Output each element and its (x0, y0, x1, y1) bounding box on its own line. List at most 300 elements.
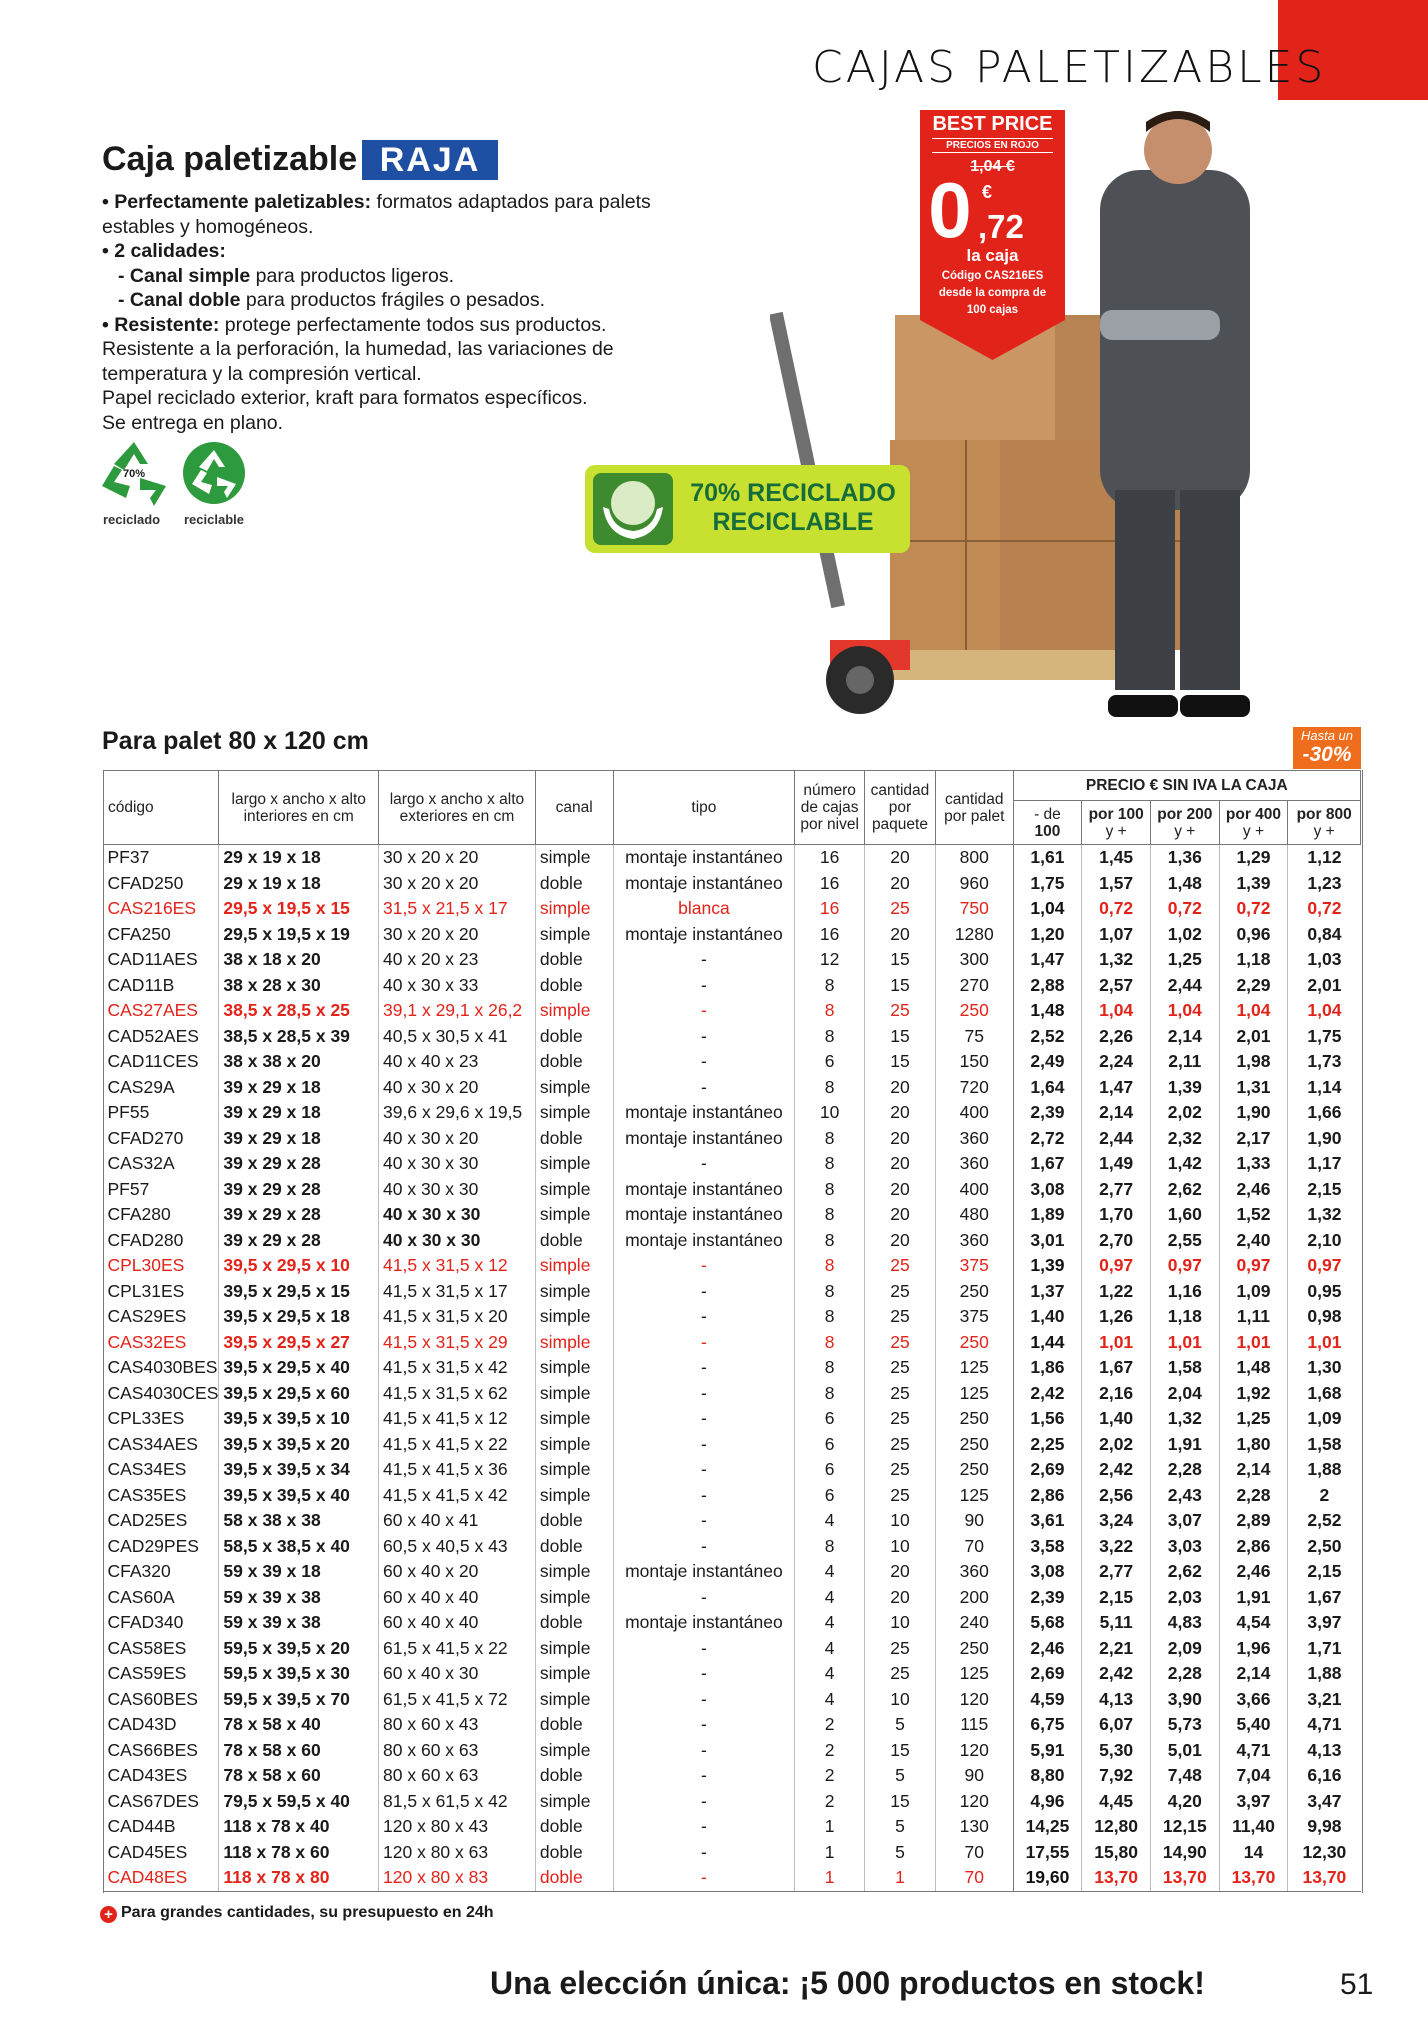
table-cell: simple (535, 1636, 613, 1662)
table-cell: 8 (795, 1126, 865, 1152)
table-cell: 81,5 x 61,5 x 42 (379, 1789, 536, 1815)
table-cell: 16 (795, 896, 865, 922)
table-cell: 20 (865, 1559, 936, 1585)
table-cell: CAD52AES (107, 1025, 199, 1046)
table-cell: 6 (795, 1049, 865, 1075)
table-cell: montaje instantáneo (613, 1228, 795, 1254)
table-cell: 20 (865, 871, 936, 897)
table-cell: 30 x 20 x 20 (379, 922, 536, 948)
table-cell: 29 x 19 x 18 (219, 871, 379, 897)
table-cell: 25 (865, 1636, 936, 1662)
table-cell: 1,29 (1219, 845, 1288, 871)
table-cell: 0,98 (1288, 1304, 1361, 1330)
table-cell: 59,5 x 39,5 x 70 (219, 1687, 379, 1713)
table-cell: 1 (865, 1865, 936, 1891)
table-cell: CAS34AES (107, 1433, 198, 1454)
eco-banner-line2: RECICLABLE (712, 508, 874, 536)
table-cell: CFAD280 (107, 1229, 184, 1250)
feature-item: - Canal doble para productos frágiles o pesados. (118, 289, 546, 311)
table-cell: 1,09 (1288, 1406, 1361, 1432)
table-cell: montaje instantáneo (613, 922, 795, 948)
table-cell: 29,5 x 19,5 x 15 (219, 896, 379, 922)
table-row (104, 1738, 1361, 1764)
table-cell: 20 (865, 1202, 936, 1228)
table-cell: 360 (935, 1126, 1013, 1152)
table-cell: 8 (795, 1024, 865, 1050)
table-row (104, 1024, 1361, 1050)
table-cell: 40 x 30 x 20 (379, 1126, 536, 1152)
table-cell: 40 x 30 x 30 (379, 1177, 536, 1203)
table-cell: 11,40 (1219, 1814, 1288, 1840)
table-cell: - (613, 1789, 795, 1815)
table-cell: 400 (935, 1100, 1013, 1126)
table-cell: 38 x 18 x 20 (219, 947, 379, 973)
footer-note: + Para grandes cantidades, su presupuesto en 24h (100, 1904, 494, 1923)
table-cell: doble (535, 1024, 613, 1050)
table-row (104, 1687, 1361, 1713)
table-cell: 3,21 (1288, 1687, 1361, 1713)
table-cell: 38 x 28 x 30 (219, 973, 379, 999)
table-cell: 1,14 (1288, 1075, 1361, 1101)
table-cell: CAD25ES (107, 1510, 188, 1530)
table-cell: 2,15 (1288, 1559, 1361, 1585)
table-cell: 60 x 40 x 20 (379, 1559, 536, 1585)
feature-item: • Perfectamente paletizables: formatos adaptados para palets estables y homogéneos. (102, 191, 651, 238)
table-cell: 2,04 (1150, 1381, 1219, 1407)
table-cell: simple (535, 1585, 613, 1611)
table-cell: 1,44 (1013, 1330, 1082, 1356)
table-cell: 20 (865, 1100, 936, 1126)
table-cell: 2,17 (1219, 1126, 1288, 1152)
recycled-label: reciclado (103, 512, 161, 527)
table-cell: 1,96 (1219, 1636, 1288, 1662)
table-cell: 15 (865, 1024, 936, 1050)
table-cell: - (613, 1355, 795, 1381)
table-cell: 2,10 (1288, 1228, 1361, 1254)
table-cell: - (613, 1330, 795, 1356)
table-cell: simple (535, 1304, 613, 1330)
table-cell: 4 (795, 1610, 865, 1636)
table-cell: 1 (795, 1840, 865, 1866)
eco-banner-line1: 70% RECICLADO (690, 479, 896, 507)
table-cell: 2 (795, 1738, 865, 1764)
table-cell: 19,60 (1013, 1865, 1082, 1891)
table-cell: 2,39 (1013, 1100, 1082, 1126)
table-cell: 250 (935, 1457, 1013, 1483)
table-cell: 12 (795, 947, 865, 973)
table-cell: 720 (935, 1075, 1013, 1101)
table-cell: 41,5 x 41,5 x 12 (379, 1406, 536, 1432)
table-cell: 1,20 (1013, 922, 1082, 948)
table-cell: 38,5 x 28,5 x 39 (219, 1024, 379, 1050)
price-decimal: ,72 (978, 208, 1024, 245)
table-cell: - (613, 1151, 795, 1177)
table-cell: 80 x 60 x 63 (379, 1738, 536, 1764)
table-cell: 16 (795, 922, 865, 948)
table-cell: 1,90 (1288, 1126, 1361, 1152)
table-cell: 0,97 (1082, 1253, 1151, 1279)
table-cell: 1,17 (1288, 1151, 1361, 1177)
table-cell: 2,69 (1013, 1457, 1082, 1483)
table-cell: 16 (795, 871, 865, 897)
table-cell: 120 (935, 1738, 1013, 1764)
table-cell: 2,24 (1082, 1049, 1151, 1075)
table-cell: doble (535, 1049, 613, 1075)
table-cell: 4 (795, 1661, 865, 1687)
table-cell: 2,42 (1013, 1381, 1082, 1407)
table-cell: 120 (935, 1789, 1013, 1815)
table-cell: montaje instantáneo (613, 1610, 795, 1636)
table-cell: 1,01 (1082, 1330, 1151, 1356)
table-cell: CAS216ES (107, 898, 197, 918)
table-row (104, 1432, 1361, 1458)
price-integer: 0 (928, 166, 972, 254)
table-cell: 13,70 (1219, 1865, 1288, 1891)
table-cell: 120 (935, 1687, 1013, 1713)
table-cell: 2,14 (1150, 1024, 1219, 1050)
table-cell: - (613, 1661, 795, 1687)
table-cell: 40 x 20 x 23 (379, 947, 536, 973)
table-cell: 59 x 39 x 38 (219, 1585, 379, 1611)
table-cell: simple (535, 1432, 613, 1458)
table-cell: CAD11B (107, 974, 175, 995)
table-cell: 1,61 (1013, 845, 1082, 871)
table-row (104, 1865, 1361, 1891)
table-cell: simple (535, 896, 613, 922)
table-cell: CFAD270 (107, 1127, 184, 1148)
table-cell: 39,6 x 29,6 x 19,5 (379, 1100, 536, 1126)
feature-list (102, 190, 662, 435)
table-cell: 250 (935, 1406, 1013, 1432)
table-cell: 8 (795, 1177, 865, 1203)
table-cell: 4,71 (1288, 1712, 1361, 1738)
table-cell: 1,91 (1150, 1432, 1219, 1458)
table-cell: 1,98 (1219, 1049, 1288, 1075)
table-cell: doble (535, 1712, 613, 1738)
table-cell: 0,72 (1082, 896, 1151, 922)
table-cell: 60 x 40 x 30 (379, 1661, 536, 1687)
section-title: CAJAS PALETIZABLES (812, 42, 1327, 93)
table-cell: - (613, 1049, 795, 1075)
table-row (104, 1610, 1361, 1636)
table-cell: 1,16 (1150, 1279, 1219, 1305)
table-cell: 250 (935, 1636, 1013, 1662)
table-cell: 59 x 39 x 18 (219, 1559, 379, 1585)
table-cell: 2 (795, 1789, 865, 1815)
table-cell: simple (535, 1330, 613, 1356)
table-cell: 38 x 38 x 20 (219, 1049, 379, 1075)
table-cell: 2,62 (1150, 1559, 1219, 1585)
table-cell: 8 (795, 973, 865, 999)
col-header-price-tier: por 100 y + (1082, 801, 1151, 845)
table-cell: 0,84 (1288, 922, 1361, 948)
table-cell: doble (535, 1763, 613, 1789)
table-cell: 2,46 (1013, 1636, 1082, 1662)
table-cell: 25 (865, 1457, 936, 1483)
table-cell: - (613, 1075, 795, 1101)
table-cell: 1,52 (1219, 1202, 1288, 1228)
table-cell: 5 (865, 1763, 936, 1789)
table-cell: 2,86 (1013, 1483, 1082, 1509)
table-row (104, 1381, 1361, 1407)
table-cell: 9,98 (1288, 1814, 1361, 1840)
table-cell: 12,15 (1150, 1814, 1219, 1840)
table-cell: 58 x 38 x 38 (219, 1508, 379, 1534)
table-row (104, 1534, 1361, 1560)
table-cell: 1,39 (1219, 871, 1288, 897)
table-cell: simple (535, 1738, 613, 1764)
table-cell: CPL33ES (107, 1408, 185, 1428)
table-cell: 41,5 x 41,5 x 42 (379, 1483, 536, 1509)
table-cell: 1,36 (1150, 845, 1219, 871)
table-cell: 125 (935, 1355, 1013, 1381)
table-cell: 8 (795, 1202, 865, 1228)
table-cell: 1,71 (1288, 1636, 1361, 1662)
table-row (104, 1814, 1361, 1840)
table-cell: 12,30 (1288, 1840, 1361, 1866)
table-cell: 10 (865, 1508, 936, 1534)
table-cell: doble (535, 973, 613, 999)
table-row (104, 1304, 1361, 1330)
table-cell: 15 (865, 973, 936, 999)
table-cell: 10 (865, 1534, 936, 1560)
table-cell: 6,07 (1082, 1712, 1151, 1738)
table-cell: 2,56 (1082, 1483, 1151, 1509)
table-cell: blanca (613, 896, 795, 922)
table-row (104, 1457, 1361, 1483)
table-cell: 1,09 (1219, 1279, 1288, 1305)
col-header-tipo: tipo (613, 771, 795, 845)
plus-circle-icon: + (100, 1906, 117, 1923)
table-cell: - (613, 1508, 795, 1534)
table-cell: 8 (795, 1279, 865, 1305)
table-cell: 1,48 (1219, 1355, 1288, 1381)
table-cell: 1,40 (1082, 1406, 1151, 1432)
table-cell: 1,80 (1219, 1432, 1288, 1458)
col-header-exterior: largo x ancho x alto exteriores en cm (379, 771, 536, 845)
table-cell: 300 (935, 947, 1013, 973)
table-cell: PF37 (107, 847, 150, 867)
table-cell: 0,72 (1288, 896, 1361, 922)
table-cell: 2,89 (1219, 1508, 1288, 1534)
table-cell: 6 (795, 1483, 865, 1509)
table-cell: 2,42 (1082, 1457, 1151, 1483)
table-cell: 2,28 (1150, 1661, 1219, 1687)
table-row (104, 1483, 1361, 1509)
table-cell: doble (535, 1840, 613, 1866)
table-cell: 120 x 80 x 43 (379, 1814, 536, 1840)
table-cell: 2,01 (1219, 1024, 1288, 1050)
table-cell: 40 x 30 x 20 (379, 1075, 536, 1101)
table-cell: 40 x 40 x 23 (379, 1049, 536, 1075)
table-cell: 8 (795, 1304, 865, 1330)
table-cell: 1,04 (1013, 896, 1082, 922)
table-cell: 40,5 x 30,5 x 41 (379, 1024, 536, 1050)
table-cell: 1,07 (1082, 922, 1151, 948)
table-row (104, 1840, 1361, 1866)
table-cell: 2,52 (1288, 1508, 1361, 1534)
old-price: 1,04 € (970, 158, 1015, 175)
col-header-precio: PRECIO € SIN IVA LA CAJA (1013, 771, 1360, 801)
table-cell: 2,77 (1082, 1559, 1151, 1585)
table-cell: 5,01 (1150, 1738, 1219, 1764)
table-cell: 1 (795, 1814, 865, 1840)
table-cell: 1,25 (1219, 1406, 1288, 1432)
feature-item: • 2 calidades: (102, 240, 226, 262)
table-cell: 25 (865, 896, 936, 922)
table-cell: 80 x 60 x 63 (379, 1763, 536, 1789)
table-cell: 5 (865, 1712, 936, 1738)
table-cell: 79,5 x 59,5 x 40 (219, 1789, 379, 1815)
table-cell: - (613, 947, 795, 973)
table-cell: 2,02 (1082, 1432, 1151, 1458)
table-cell: 59,5 x 39,5 x 20 (219, 1636, 379, 1662)
table-row (104, 1126, 1361, 1152)
table-cell: 2,50 (1288, 1534, 1361, 1560)
table-cell: 12,80 (1082, 1814, 1151, 1840)
table-cell: simple (535, 845, 613, 871)
table-cell: 960 (935, 871, 1013, 897)
table-cell: 1,01 (1150, 1330, 1219, 1356)
table-cell: simple (535, 1406, 613, 1432)
table-cell: 4 (795, 1687, 865, 1713)
table-cell: 31,5 x 21,5 x 17 (379, 896, 536, 922)
table-cell: 8 (795, 1253, 865, 1279)
table-cell: 375 (935, 1304, 1013, 1330)
table-cell: 61,5 x 41,5 x 72 (379, 1687, 536, 1713)
table-cell: 3,08 (1013, 1177, 1082, 1203)
table-cell: 20 (865, 1228, 936, 1254)
table-cell: 1,11 (1219, 1304, 1288, 1330)
table-cell: 8 (795, 1075, 865, 1101)
table-cell: 60 x 40 x 40 (379, 1585, 536, 1611)
table-cell: CAS4030BES (107, 1357, 218, 1377)
table-cell: 6 (795, 1457, 865, 1483)
table-cell: 1,91 (1219, 1585, 1288, 1611)
table-cell: 39 x 29 x 18 (219, 1100, 379, 1126)
table-cell: 1,88 (1288, 1661, 1361, 1687)
table-cell: 13,70 (1150, 1865, 1219, 1891)
table-cell: doble (535, 1126, 613, 1152)
price-unit: la caja (966, 246, 1019, 265)
table-cell: 1,47 (1082, 1075, 1151, 1101)
table-cell: 2,39 (1013, 1585, 1082, 1611)
table-cell: 115 (935, 1712, 1013, 1738)
table-cell: 360 (935, 1151, 1013, 1177)
table-cell: - (613, 1406, 795, 1432)
table-cell: 58,5 x 38,5 x 40 (219, 1534, 379, 1560)
table-cell: 1,64 (1013, 1075, 1082, 1101)
table-cell: 4,54 (1219, 1610, 1288, 1636)
table-cell: 4,13 (1082, 1687, 1151, 1713)
table-cell: 1,56 (1013, 1406, 1082, 1432)
table-row (104, 1508, 1361, 1534)
table-cell: 1,45 (1082, 845, 1151, 871)
recyclable-label: reciclable (184, 512, 244, 527)
table-cell: - (613, 1381, 795, 1407)
table-cell: 1,12 (1288, 845, 1361, 871)
table-cell: 80 x 60 x 43 (379, 1712, 536, 1738)
table-cell: 0,97 (1219, 1253, 1288, 1279)
table-cell: CAD43D (107, 1714, 177, 1734)
table-cell: doble (535, 1228, 613, 1254)
table-cell: 30 x 20 x 20 (379, 871, 536, 897)
table-cell: simple (535, 1381, 613, 1407)
table-cell: 41,5 x 31,5 x 17 (379, 1279, 536, 1305)
table-row (104, 1406, 1361, 1432)
table-cell: 375 (935, 1253, 1013, 1279)
table-cell: 0,96 (1219, 922, 1288, 948)
table-cell: 1,04 (1288, 998, 1361, 1024)
table-cell: 1,23 (1288, 871, 1361, 897)
table-cell: 3,97 (1219, 1789, 1288, 1815)
table-cell: - (613, 1432, 795, 1458)
table-row (104, 1661, 1361, 1687)
feature-item: Papel reciclado exterior, kraft para formatos específicos. (102, 387, 588, 409)
table-cell: 1,39 (1150, 1075, 1219, 1101)
table-cell: 8,80 (1013, 1763, 1082, 1789)
table-cell: 3,47 (1288, 1789, 1361, 1815)
table-cell: 1,73 (1288, 1049, 1361, 1075)
table-cell: 13,70 (1082, 1865, 1151, 1891)
table-cell: 3,24 (1082, 1508, 1151, 1534)
table-row (104, 1253, 1361, 1279)
table-cell: PF57 (107, 1178, 150, 1199)
table-cell: 2,86 (1219, 1534, 1288, 1560)
table-cell: 2,14 (1219, 1457, 1288, 1483)
table-cell: - (613, 1253, 795, 1279)
table-cell: 25 (865, 1406, 936, 1432)
table-cell: 4 (795, 1636, 865, 1662)
table-cell: 29 x 19 x 18 (219, 845, 379, 871)
table-cell: 2,03 (1150, 1585, 1219, 1611)
table-cell: 39 x 29 x 28 (219, 1177, 379, 1203)
table-cell: 10 (865, 1610, 936, 1636)
table-cell: - (613, 1865, 795, 1891)
table-cell: 14 (1219, 1840, 1288, 1866)
col-header-palet: cantidad por palet (935, 771, 1013, 845)
table-row (104, 896, 1361, 922)
table-cell: 78 x 58 x 40 (219, 1712, 379, 1738)
table-cell: 1,40 (1013, 1304, 1082, 1330)
table-cell: 40 x 30 x 30 (379, 1202, 536, 1228)
table-cell: CFA250 (107, 923, 171, 944)
feature-item: Se entrega en plano. (102, 411, 284, 434)
table-cell: CAD29PES (107, 1535, 199, 1556)
table-row (104, 871, 1361, 897)
table-cell: 480 (935, 1202, 1013, 1228)
table-cell: 40 x 30 x 30 (379, 1228, 536, 1254)
table-cell: 20 (865, 922, 936, 948)
table-cell: 90 (935, 1508, 1013, 1534)
table-cell: 2,25 (1013, 1432, 1082, 1458)
table-row (104, 1559, 1361, 1585)
col-header-price-tier: por 800 y + (1288, 801, 1361, 845)
table-cell: 2,14 (1219, 1661, 1288, 1687)
table-cell: 39 x 29 x 18 (219, 1075, 379, 1101)
table-cell: 5 (865, 1840, 936, 1866)
table-cell: montaje instantáneo (613, 871, 795, 897)
table-row (104, 1330, 1361, 1356)
table-cell: 0,95 (1288, 1279, 1361, 1305)
table-cell: 1,88 (1288, 1457, 1361, 1483)
table-cell: 25 (865, 1253, 936, 1279)
table-cell: 1,48 (1150, 871, 1219, 897)
table-cell: 39,5 x 39,5 x 20 (219, 1432, 379, 1458)
table-cell: 13,70 (1288, 1865, 1361, 1891)
table-cell: 39 x 29 x 28 (219, 1202, 379, 1228)
table-cell: CAS32A (107, 1153, 175, 1173)
